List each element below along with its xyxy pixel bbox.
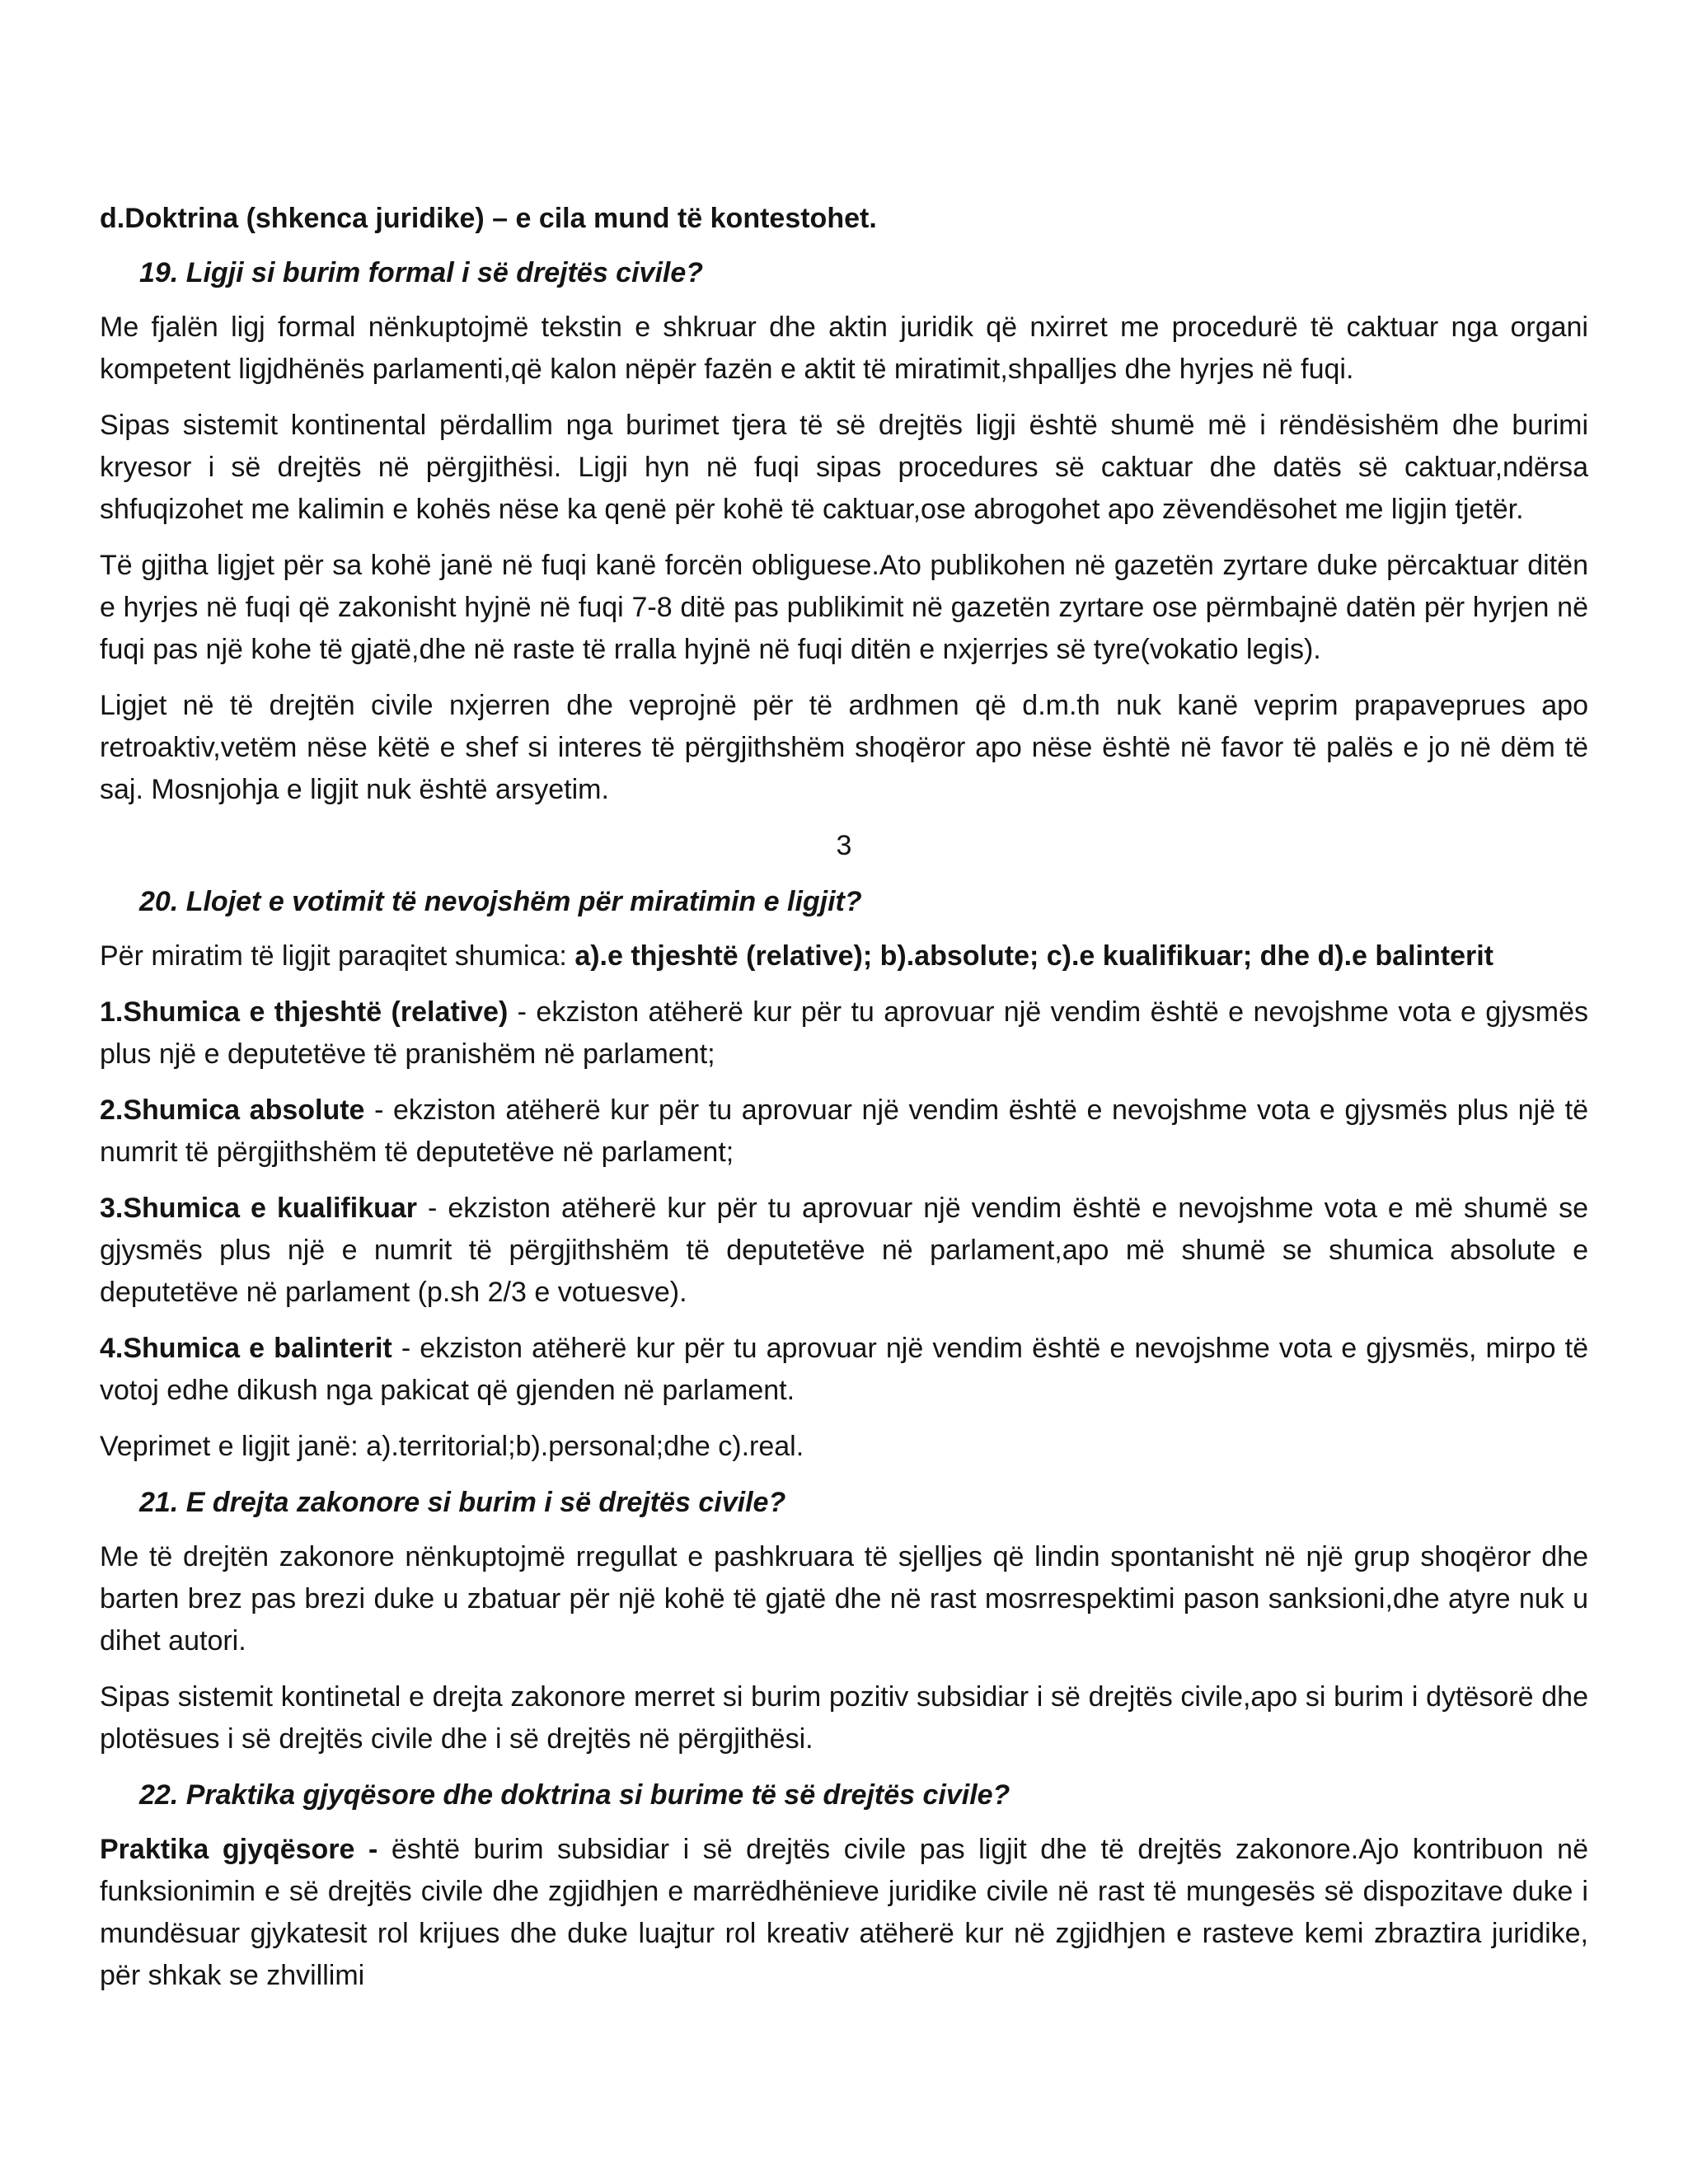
qualified-majority-definition: - ekziston atëherë kur për tu aprovuar një vendim është e nevojshme vota e më shumë se gjysmës plus një e numrit të përgjithshëm të deputetëve në parlament,apo më shumë se shumica absolute e deputetëve në parlament (p.sh 2/3 e votuesve). — [100, 1193, 1588, 1308]
paragraph-binding-force: Të gjitha ligjet për sa kohë janë në fuqi kanë forcën obliguese.Ato publikohen në gazetën zyrtare duke përcaktuar ditën e hyrjes në fuqi që zakonisht hyjnë në fuqi 7-8 ditë pas publikimit në gazetën zyrtare ose përmbajnë datën për hyrjen në fuqi pas një kohe të gjatë,dhe në raste të rralla hyjnë në fuqi ditën e nxjerrjes së tyre(vokatio legis). — [100, 550, 1588, 665]
doctrine-item-d-text: d.Doktrina (shkenca juridike) – e cila mund të kontestohet. — [100, 203, 877, 234]
question-19-heading: 19. Ligji si burim formal i së drejtës civile? — [139, 257, 704, 288]
simple-majority-definition: - ekziston atëherë kur për tu aprovuar një vendim është e nevojshme vota e gjysmës plus një e deputetëve të pranishëm në parlament; — [100, 996, 1588, 1070]
paragraph-customary-law-subsidiary: Sipas sistemit kontinetal e drejta zakonore merret si burim pozitiv subsidiar i së drejtës civile,apo si burim i dytësorë dhe plotësues i së drejtës civile dhe i së drejtës në përgjithësi. — [100, 1681, 1588, 1755]
question-22-heading: 22. Praktika gjyqësore dhe doktrina si burime të së drejtës civile? — [139, 1779, 1010, 1811]
absolute-majority-term: 2.Shumica absolute — [100, 1094, 365, 1126]
paragraph-law-effects: Veprimet e ligjit janë: a).territorial;b).personal;dhe c).real. — [100, 1431, 804, 1462]
simple-majority-term: 1.Shumica e thjeshtë (relative) — [100, 996, 509, 1028]
majority-types-list: a).e thjeshtë (relative); b).absolute; c).e kualifikuar; dhe d).e balinterit — [574, 940, 1493, 972]
paragraph-majority-types — [100, 935, 1588, 977]
paragraph-balinter-majority — [100, 1328, 1588, 1412]
paragraph-judicial-practice — [100, 1829, 1588, 1997]
page-number: 3 — [836, 830, 852, 861]
balinter-majority-definition: - ekziston atëherë kur për tu aprovuar një vendim është e nevojshme vota e gjysmës, mirpo të votoj edhe dikush nga pakicat që gjenden në parlament. — [100, 1333, 1588, 1406]
question-20-heading: 20. Llojet e votimit të nevojshëm për miratimin e ligjit? — [139, 886, 862, 917]
qualified-majority-term: 3.Shumica e kualifikuar — [100, 1193, 418, 1224]
page-content — [100, 198, 1588, 2011]
judicial-practice-term: Praktika gjyqësore - — [100, 1834, 378, 1865]
question-21-heading: 21. E drejta zakonore si burim i së drejtës civile? — [139, 1487, 786, 1518]
paragraph-non-retroactivity: Ligjet në të drejtën civile nxjerren dhe veprojnë për të ardhmen që d.m.th nuk kanë veprim prapaveprues apo retroaktiv,vetëm nëse këtë e shef si interes të përgjithshëm shoqëror apo nëse është në favor të palës e jo në dëm të saj. Mosnjohja e ligjit nuk është arsyetim. — [100, 690, 1588, 805]
doctrine-item-d — [100, 198, 1588, 240]
judicial-practice-definition: është burim subsidiar i së drejtës civile pas ligjit dhe të drejtës zakonore.Ajo kontribuon në funksionimin e së drejtës civile dhe zgjidhjen e marrëdhënieve juridike civile në rast të mungesës së dispozitave duke i mundësuar gjykatesit rol krijues dhe duke luajtur rol kreativ atëherë kur në zgjidhjen e rasteve kemi zbraztira juridike, për shkak se zhvillimi — [100, 1834, 1588, 1991]
absolute-majority-definition: - ekziston atëherë kur për tu aprovuar një vendim është e nevojshme vota e gjysmës plus një të numrit të përgjithshëm të deputetëve në parlament; — [100, 1094, 1588, 1168]
paragraph-continental-system: Sipas sistemit kontinental përdallim nga burimet tjera të së drejtës ligji është shumë më i rëndësishëm dhe burimi kryesor i së drejtës në përgjithësi. Ligji hyn në fuqi sipas procedures së caktuar dhe datës së caktuar,ndërsa shfuqizohet me kalimin e kohës nëse ka qenë për kohë të caktuar,ose abrogohet apo zëvendësohet me ligjin tjetër. — [100, 410, 1588, 525]
majority-types-lead: Për miratim të ligjit paraqitet shumica: — [100, 940, 575, 972]
paragraph-simple-majority — [100, 991, 1588, 1076]
paragraph-qualified-majority — [100, 1188, 1588, 1314]
paragraph-customary-law-definition: Me të drejtën zakonore nënkuptojmë rregullat e pashkruara të sjelljes që lindin spontanisht në një grup shoqëror dhe barten brez pas brezi duke u zbatuar për një kohë të gjatë dhe në rast mosrrespektimi pason sanksioni,dhe atyre nuk u dihet autori. — [100, 1541, 1588, 1657]
paragraph-absolute-majority — [100, 1090, 1588, 1174]
paragraph-formal-law-definition: Me fjalën ligj formal nënkuptojmë tekstin e shkruar dhe aktin juridik që nxirret me procedurë të caktuar nga organi kompetent ligjdhënës parlamenti,që kalon nëpër fazën e aktit të miratimit,shpalljes dhe hyrjes në fuqi. — [100, 312, 1588, 385]
balinter-majority-term: 4.Shumica e balinterit — [100, 1333, 392, 1364]
